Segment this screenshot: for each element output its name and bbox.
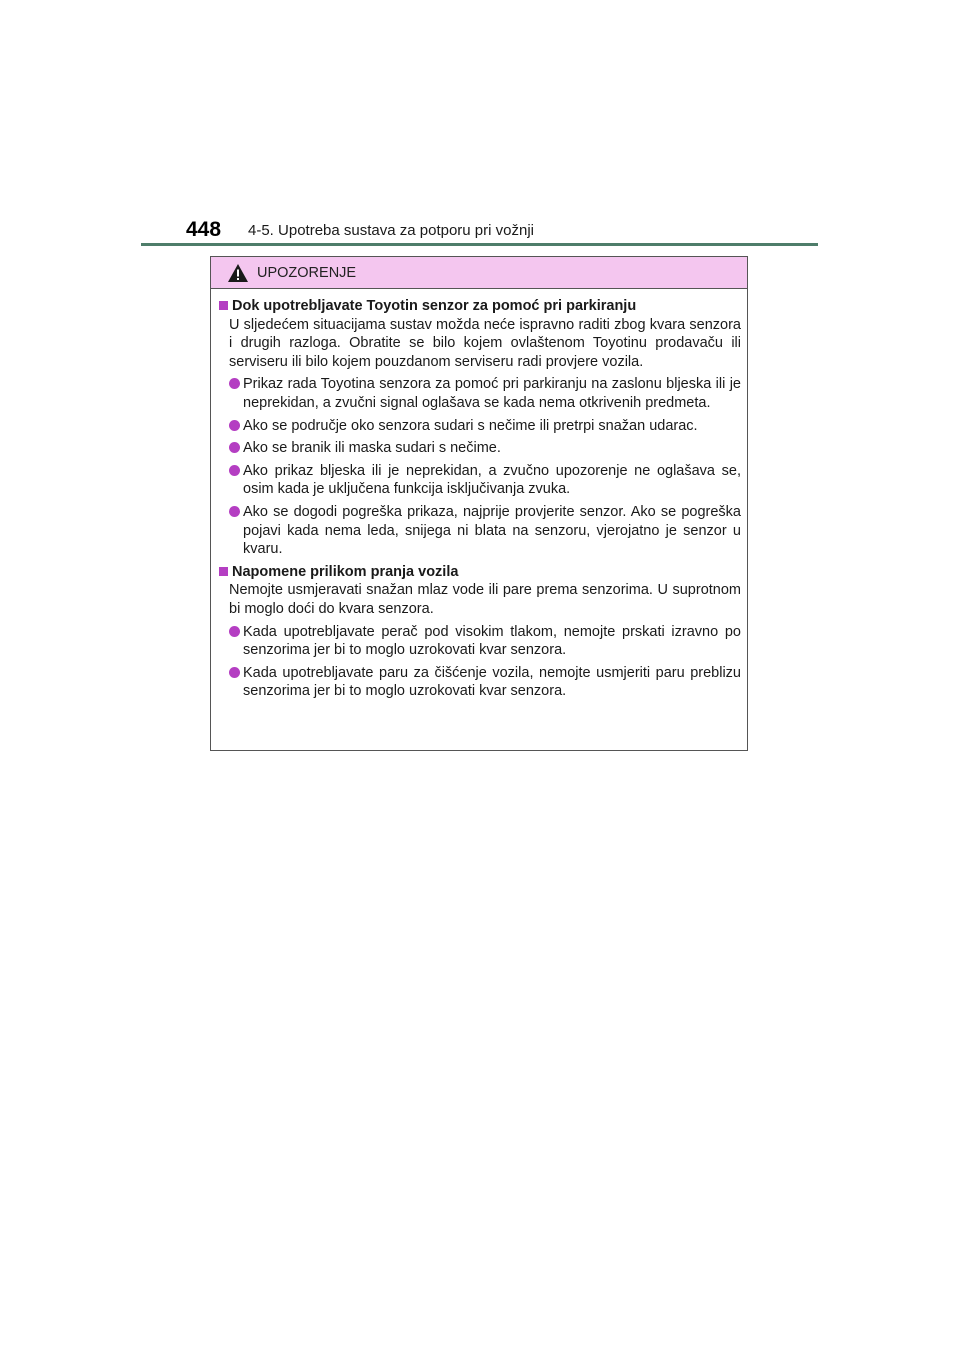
list-item-text: Ako se područje oko senzora sudari s nečime ili pretrpi snažan udarac. <box>243 417 698 434</box>
round-bullet-icon <box>229 442 240 453</box>
list-item-text: Kada upotrebljavate paru za čišćenje vozila, nemojte usmjeriti paru preblizu senzorima jer bi to moglo uzrokovati kvar senzora. <box>243 664 741 700</box>
list-item <box>219 664 741 701</box>
square-bullet-icon <box>219 567 228 576</box>
list-item-text: Prikaz rada Toyotina senzora za pomoć pri parkiranju na zaslonu bljeska ili je neprekidan, a zvučni signal oglašava se kada nema otkrivenih predmeta. <box>243 376 741 411</box>
square-bullet-icon <box>219 301 228 310</box>
round-bullet-icon <box>229 378 240 389</box>
list-item <box>219 417 741 436</box>
warning-title: UPOZORENJE <box>257 264 357 281</box>
list-item-text: Ako se dogodi pogreška prikaza, najprije provjerite senzor. Ako se pogreška pojavi kada nema leda, snijega ni blata na senzoru, vjerojatno je senzor u kvaru. <box>243 503 741 558</box>
round-bullet-icon <box>229 626 240 637</box>
list-item <box>219 375 741 412</box>
round-bullet-icon <box>229 506 240 517</box>
list-item <box>219 439 741 458</box>
warning-body <box>211 289 747 701</box>
list-item <box>219 623 741 660</box>
list-item <box>219 503 741 559</box>
warning-box <box>210 256 748 751</box>
section-paragraph: Nemojte usmjeravati snažan mlaz vode ili pare prema senzorima. U suprotnom bi moglo doći do kvara senzora. <box>229 582 741 617</box>
page-number: 448 <box>186 218 222 241</box>
header-rule <box>141 243 818 246</box>
section-heading-text: Napomene prilikom pranja vozila <box>232 563 459 580</box>
section-heading-text: Dok upotrebljavate Toyotin senzor za pomoć pri parkiranju <box>232 298 637 314</box>
section-paragraph: U sljedećem situacijama sustav možda neće ispravno raditi zbog kvara senzora i drugih razloga. Obratite se bilo kojem ovlaštenom Toyotinu prodavaču ili serviseru ili bilo kojem pouzdanom serviseru radi provjere vozila. <box>229 316 741 370</box>
round-bullet-icon <box>229 667 240 678</box>
list-item-text: Ako se branik ili maska sudari s nečime. <box>243 440 501 457</box>
round-bullet-icon <box>229 420 240 431</box>
warning-triangle-icon <box>227 263 249 283</box>
warning-header <box>211 257 747 289</box>
section-heading <box>219 563 741 582</box>
list-item-text: Ako prikaz bljeska ili je neprekidan, a zvučno upozorenje ne oglašava se, osim kada je uključena funkcija isključivanja zvuka. <box>243 462 741 498</box>
section-title: 4-5. Upotreba sustava za potporu pri vožnji <box>248 222 534 239</box>
section-heading <box>219 297 741 316</box>
round-bullet-icon <box>229 465 240 476</box>
list-item-text: Kada upotrebljavate perač pod visokim tlakom, nemojte prskati izravno po senzorima jer bi to moglo uzrokovati kvar senzora. <box>243 623 741 659</box>
list-item <box>219 462 741 499</box>
